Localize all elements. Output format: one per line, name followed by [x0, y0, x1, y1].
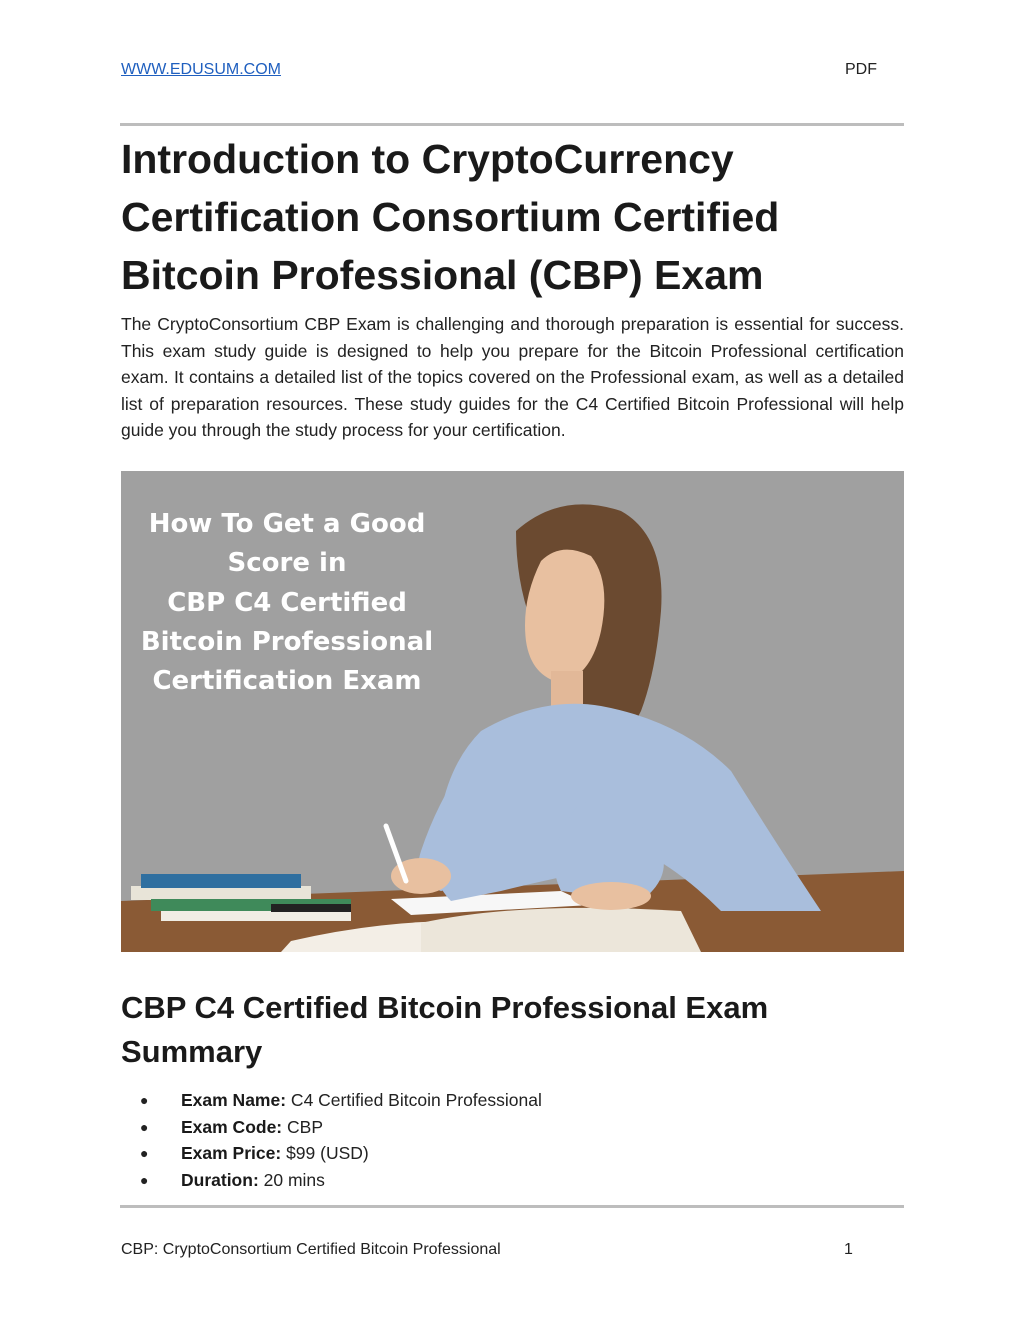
header-divider	[120, 123, 904, 126]
page-title: Introduction to CryptoCurrency Certification Consortium Certified Bitcoin Professional (CBP) Exam	[121, 136, 780, 298]
footer-divider	[120, 1205, 904, 1208]
format-label: PDF	[845, 61, 877, 78]
summary-heading: CBP C4 Certified Bitcoin Professional Exam Summary	[121, 990, 769, 1069]
list-item	[121, 1114, 542, 1141]
page-number: 1	[844, 1241, 853, 1258]
bullet-icon: ●	[140, 1145, 149, 1161]
list-item	[121, 1087, 542, 1114]
item-label: Exam Code:	[181, 1116, 283, 1137]
summary-list	[121, 1087, 542, 1193]
item-label: Exam Name:	[181, 1090, 287, 1110]
item-value: CBP	[282, 1116, 323, 1137]
list-item	[121, 1167, 542, 1194]
item-value: C4 Certified Bitcoin Professional	[286, 1090, 542, 1110]
list-item	[121, 1140, 542, 1167]
item-value: 20 mins	[258, 1169, 325, 1190]
hero-caption: How To Get a Good Score in CBP C4 Certified Bitcoin Professional Certification Exam	[140, 509, 434, 697]
item-label: Exam Price:	[181, 1143, 282, 1163]
hero-image	[121, 471, 904, 952]
item-label: Duration:	[181, 1169, 259, 1190]
site-link[interactable]: WWW.EDUSUM.COM	[121, 61, 281, 78]
item-value: $99 (USD)	[281, 1143, 369, 1163]
bullet-icon: ●	[140, 1171, 149, 1188]
bullet-icon: ●	[140, 1092, 149, 1108]
intro-paragraph: The CryptoConsortium CBP Exam is challenging and thorough preparation is essential for success. This exam study guide is designed to help you prepare for the Bitcoin Professional certification exam. It contains a detailed list of the topics covered on the Professional exam, as well as a detailed list of preparation resources. These study guides for the C4 Certified Bitcoin Professional will help guide you through the study process for your certification.	[121, 314, 904, 441]
bullet-icon: ●	[140, 1118, 149, 1135]
footer-doc-title: CBP: CryptoConsortium Certified Bitcoin Professional	[121, 1241, 501, 1258]
